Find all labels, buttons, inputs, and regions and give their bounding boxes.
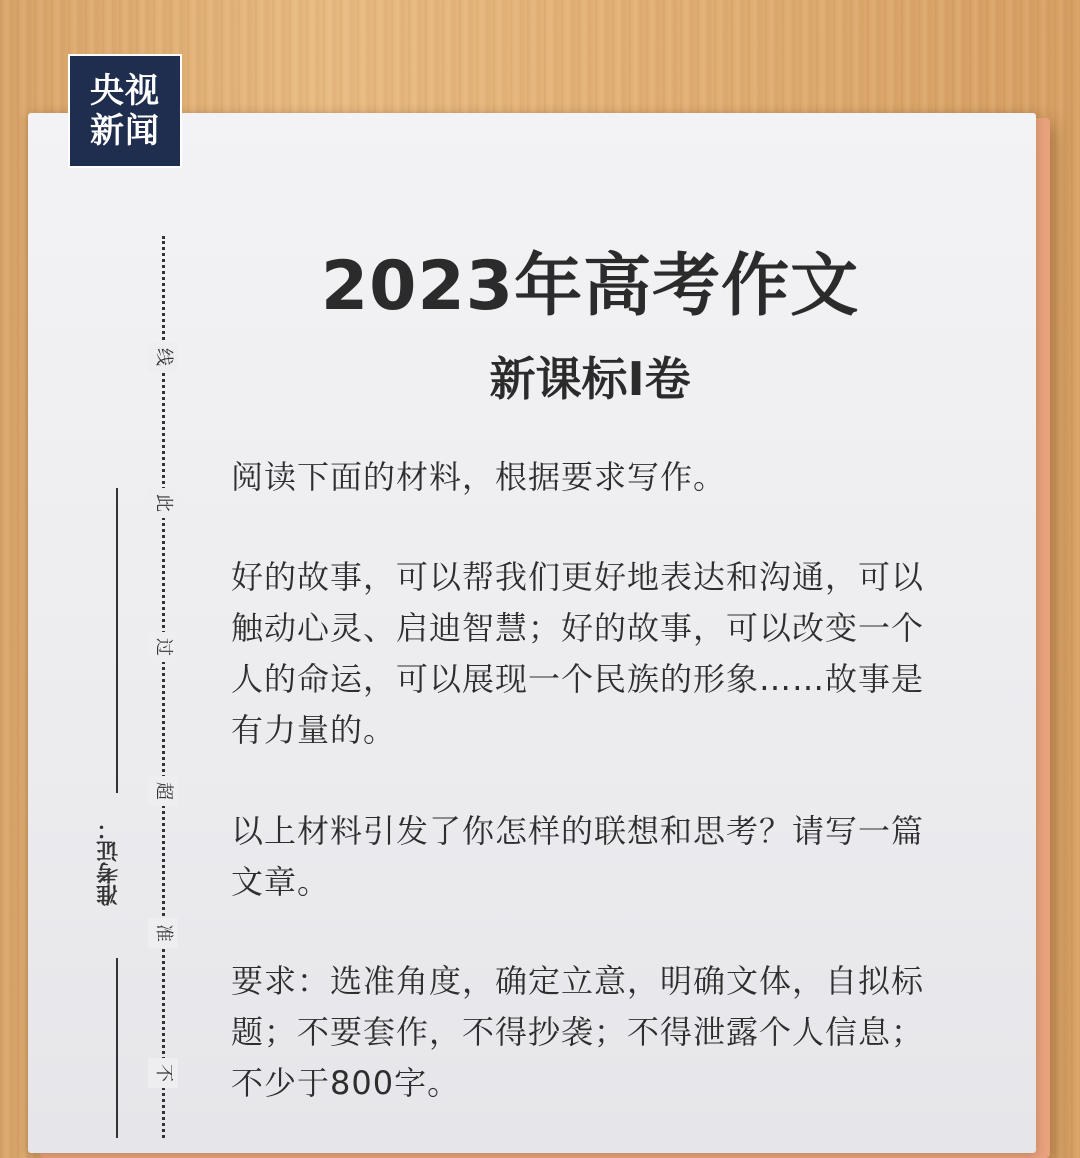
- name-field-underline: [116, 958, 118, 1138]
- logo-line-2: 新闻: [90, 111, 160, 151]
- seal-char-3: 过: [148, 632, 178, 662]
- admission-number-underline: [116, 488, 118, 793]
- seal-char-4: 超: [148, 776, 178, 806]
- question-paragraph: 以上材料引发了你怎样的联想和思考？请写一篇文章。: [231, 812, 925, 901]
- material-paragraph: 好的故事，可以帮我们更好地表达和沟通，可以触动心灵、启迪智慧；好的故事，可以改变一个人的命运，可以展现一个民族的形象……故事是有力量的。: [231, 558, 925, 749]
- seal-char-6: 不: [148, 1058, 178, 1088]
- seal-char-5: 准: [148, 918, 178, 948]
- seal-char-2: 此: [148, 488, 178, 518]
- cctv-news-logo: [68, 54, 182, 168]
- instruction-paragraph: 阅读下面的材料，根据要求写作。: [231, 458, 727, 496]
- requirements-paragraph: 要求：选准角度，确定立意，明确文体，自拟标题；不要套作，不得抄袭；不得泄露个人信息；不少于800字。: [231, 962, 925, 1102]
- page-title: 2023年高考作文: [320, 247, 860, 326]
- seal-char-1: 线: [148, 342, 178, 372]
- page-subtitle: 新课标I卷: [489, 352, 691, 406]
- admission-number-label: 准考证：: [95, 818, 122, 906]
- logo-line-1: 央视: [90, 71, 160, 111]
